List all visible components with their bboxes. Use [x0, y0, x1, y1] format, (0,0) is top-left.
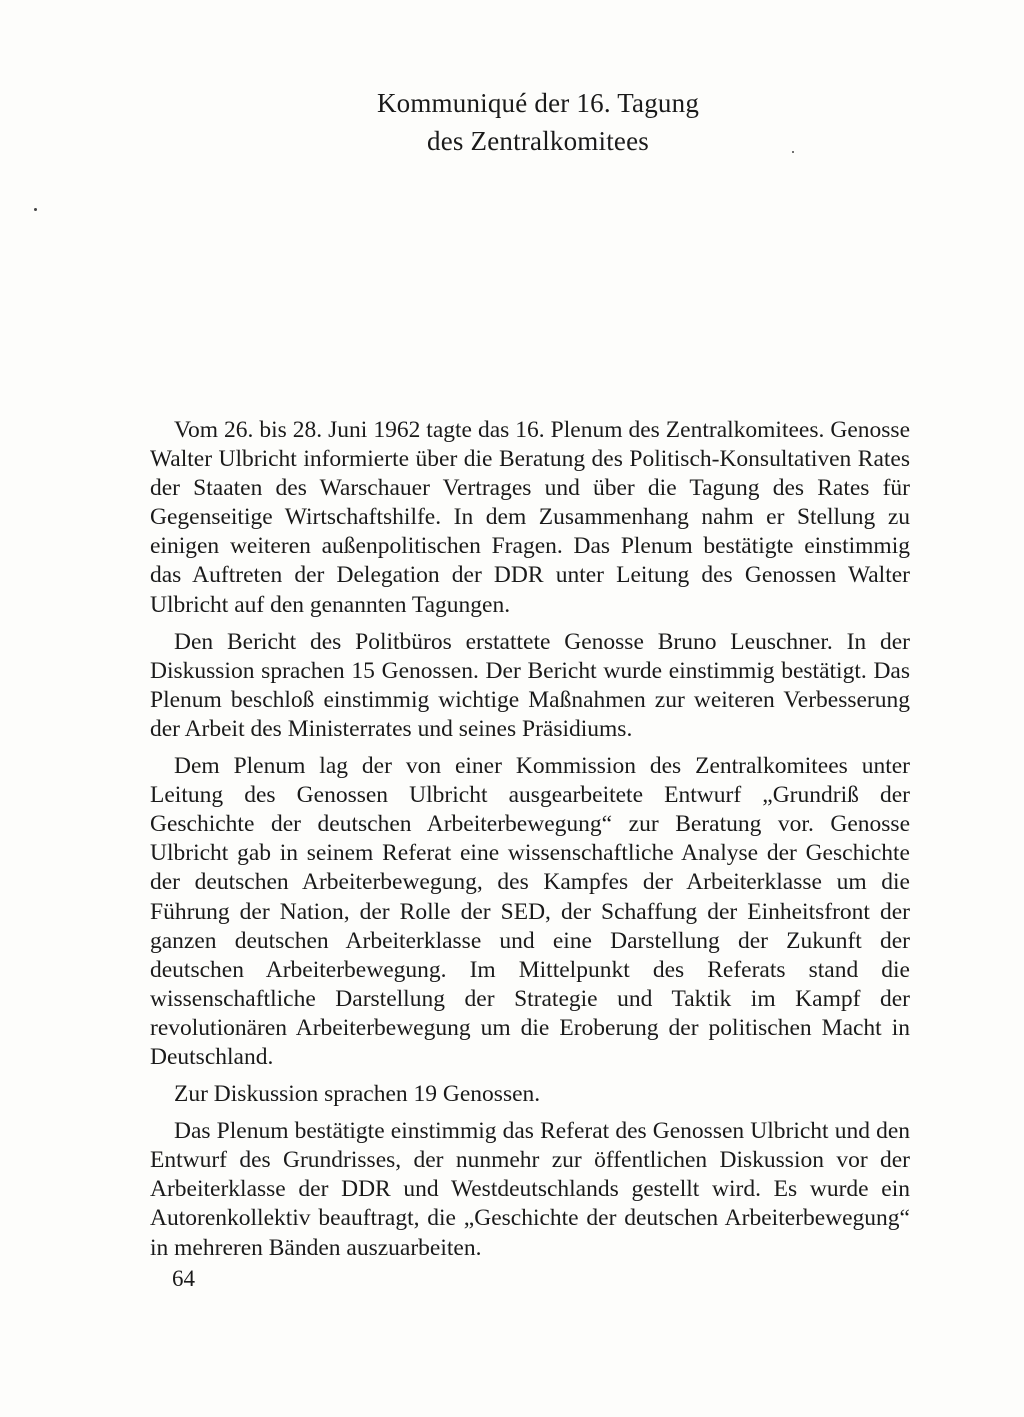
title-line-2: des Zentralkomitees [427, 126, 649, 156]
paragraph-5: Das Plenum bestätigte einstimmig das Referat des Genossen Ulbricht und den Entwurf des Grundrisses, der nunmehr zur öffentlichen Diskussion vor der Arbeiterklasse der DDR und Westdeutschlands gestellt wird. Es wurde ein Autorenkollektiv beauftragt, die „Geschichte der deutschen Arbeiterbewegung“ in mehreren Bänden auszuarbeiten. [150, 1118, 910, 1261]
paragraph-1: Vom 26. bis 28. Juni 1962 tagte das 16. Plenum des Zentralkomitees. Genosse Walter Ulbricht informierte über die Beratung des Politisch-Konsultativen Rates der Staaten des Warschauer Vertrages und über die Tagung des Rates für Gegenseitige Wirtschaftshilfe. In dem Zusammenhang nahm er Stellung zu einigen weiteren außenpolitischen Fragen. Das Plenum bestätigte einstimmig das Auftreten der Delegation der DDR unter Leitung des Genossen Walter Ulbricht auf den genannten Tagungen. [150, 417, 910, 618]
scan-speck [792, 151, 794, 153]
page-number: 64 [172, 1266, 195, 1291]
paragraph-3: Dem Plenum lag der von einer Kommission des Zentralkomitees unter Leitung des Genossen Ulbricht ausgearbeitete Entwurf „Grundriß der Geschichte der deutschen Arbeiterbewegung“ zur Beratung vor. Genosse Ulbricht gab in seinem Referat eine wissenschaftliche Analyse der Geschichte der deutschen Arbeiterbewegung, des Kampfes der Arbeiterklasse um die Führung der Nation, der Rolle der SED, der Schaffung der Einheitsfront der ganzen deutschen Arbeiterklasse und eine Darstellung der Zukunft der deutschen Arbeiterbewegung. Im Mittelpunkt des Referats stand die wissenschaftliche Darstellung der Strategie und Taktik im Kampf der revolutionären Arbeiterbewegung um die Eroberung der politischen Macht in Deutschland. [150, 753, 910, 1070]
paragraph-4: Zur Diskussion sprachen 19 Genossen. [174, 1081, 541, 1108]
document-title [0, 84, 1024, 160]
paragraph-2: Den Bericht des Politbüros erstattete Genosse Bruno Leuschner. In der Diskussion sprachen 15 Genossen. Der Bericht wurde einstimmig bestätigt. Das Plenum beschloß einstimmig wichtige Maßnahmen zur weiteren Verbesserung der Arbeit des Ministerrates und seines Präsidiums. [150, 628, 910, 742]
body-text [150, 416, 910, 1263]
title-line-1: Kommuniqué der 16. Tagung [376, 88, 700, 118]
scan-speck [34, 208, 37, 211]
